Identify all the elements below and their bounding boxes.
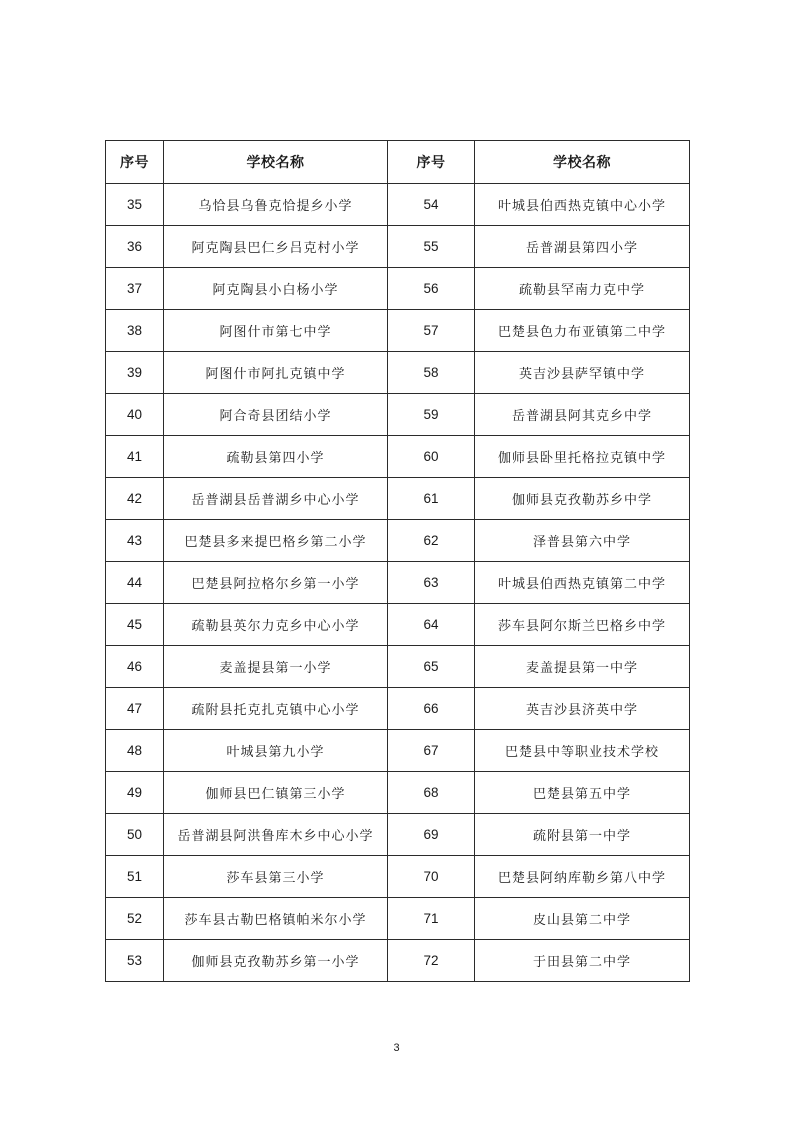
serial-number-left: 51 xyxy=(106,856,164,898)
serial-number-right: 64 xyxy=(388,604,475,646)
school-name-left: 巴楚县多来提巴格乡第二小学 xyxy=(164,520,388,562)
school-name-left: 莎车县第三小学 xyxy=(164,856,388,898)
serial-number-right: 72 xyxy=(388,940,475,982)
school-name-right: 麦盖提县第一中学 xyxy=(475,646,690,688)
serial-number-right: 54 xyxy=(388,184,475,226)
school-name-right: 疏附县第一中学 xyxy=(475,814,690,856)
serial-number-left: 46 xyxy=(106,646,164,688)
school-name-left: 乌恰县乌鲁克恰提乡小学 xyxy=(164,184,388,226)
school-name-left: 阿克陶县小白杨小学 xyxy=(164,268,388,310)
school-name-left: 叶城县第九小学 xyxy=(164,730,388,772)
school-name-right: 伽师县卧里托格拉克镇中学 xyxy=(475,436,690,478)
school-name-right: 莎车县阿尔斯兰巴格乡中学 xyxy=(475,604,690,646)
school-name-right: 岳普湖县阿其克乡中学 xyxy=(475,394,690,436)
serial-number-right: 71 xyxy=(388,898,475,940)
school-name-left: 岳普湖县岳普湖乡中心小学 xyxy=(164,478,388,520)
serial-number-left: 44 xyxy=(106,562,164,604)
school-name-right: 巴楚县色力布亚镇第二中学 xyxy=(475,310,690,352)
header-school-name-right: 学校名称 xyxy=(475,141,690,184)
serial-number-right: 63 xyxy=(388,562,475,604)
serial-number-right: 62 xyxy=(388,520,475,562)
school-name-right: 泽普县第六中学 xyxy=(475,520,690,562)
table-row xyxy=(106,226,690,268)
serial-number-right: 61 xyxy=(388,478,475,520)
table-row xyxy=(106,688,690,730)
serial-number-left: 40 xyxy=(106,394,164,436)
table-row xyxy=(106,310,690,352)
school-name-left: 阿合奇县团结小学 xyxy=(164,394,388,436)
serial-number-left: 41 xyxy=(106,436,164,478)
school-name-right: 英吉沙县萨罕镇中学 xyxy=(475,352,690,394)
serial-number-left: 52 xyxy=(106,898,164,940)
school-name-right: 叶城县伯西热克镇中心小学 xyxy=(475,184,690,226)
table-row xyxy=(106,352,690,394)
table-header-row xyxy=(106,141,690,184)
serial-number-right: 65 xyxy=(388,646,475,688)
table-row xyxy=(106,856,690,898)
serial-number-right: 56 xyxy=(388,268,475,310)
serial-number-left: 39 xyxy=(106,352,164,394)
serial-number-left: 49 xyxy=(106,772,164,814)
serial-number-right: 59 xyxy=(388,394,475,436)
school-name-left: 莎车县古勒巴格镇帕米尔小学 xyxy=(164,898,388,940)
table-row xyxy=(106,898,690,940)
school-name-left: 麦盖提县第一小学 xyxy=(164,646,388,688)
serial-number-left: 35 xyxy=(106,184,164,226)
school-name-left: 疏勒县第四小学 xyxy=(164,436,388,478)
school-name-right: 巴楚县阿纳库勒乡第八中学 xyxy=(475,856,690,898)
school-name-left: 岳普湖县阿洪鲁库木乡中心小学 xyxy=(164,814,388,856)
table-row xyxy=(106,940,690,982)
table-row xyxy=(106,394,690,436)
serial-number-left: 43 xyxy=(106,520,164,562)
school-name-left: 疏勒县英尔力克乡中心小学 xyxy=(164,604,388,646)
serial-number-left: 48 xyxy=(106,730,164,772)
serial-number-right: 69 xyxy=(388,814,475,856)
table-row xyxy=(106,772,690,814)
school-name-left: 阿图什市第七中学 xyxy=(164,310,388,352)
header-serial-number-right: 序号 xyxy=(388,141,475,184)
school-list-table xyxy=(105,140,690,982)
serial-number-left: 45 xyxy=(106,604,164,646)
school-name-left: 阿图什市阿扎克镇中学 xyxy=(164,352,388,394)
table-row xyxy=(106,730,690,772)
serial-number-right: 70 xyxy=(388,856,475,898)
school-name-right: 于田县第二中学 xyxy=(475,940,690,982)
serial-number-left: 38 xyxy=(106,310,164,352)
school-name-right: 伽师县克孜勒苏乡中学 xyxy=(475,478,690,520)
school-name-right: 英吉沙县济英中学 xyxy=(475,688,690,730)
school-name-right: 岳普湖县第四小学 xyxy=(475,226,690,268)
school-name-right: 巴楚县第五中学 xyxy=(475,772,690,814)
header-serial-number-left: 序号 xyxy=(106,141,164,184)
serial-number-right: 68 xyxy=(388,772,475,814)
table-row xyxy=(106,268,690,310)
serial-number-right: 58 xyxy=(388,352,475,394)
school-name-left: 疏附县托克扎克镇中心小学 xyxy=(164,688,388,730)
serial-number-left: 47 xyxy=(106,688,164,730)
serial-number-right: 60 xyxy=(388,436,475,478)
serial-number-right: 57 xyxy=(388,310,475,352)
school-name-right: 叶城县伯西热克镇第二中学 xyxy=(475,562,690,604)
school-name-right: 巴楚县中等职业技术学校 xyxy=(475,730,690,772)
header-school-name-left: 学校名称 xyxy=(164,141,388,184)
serial-number-left: 37 xyxy=(106,268,164,310)
serial-number-left: 42 xyxy=(106,478,164,520)
page-number: 3 xyxy=(393,1042,400,1054)
serial-number-right: 55 xyxy=(388,226,475,268)
serial-number-right: 67 xyxy=(388,730,475,772)
school-name-left: 阿克陶县巴仁乡吕克村小学 xyxy=(164,226,388,268)
table-row xyxy=(106,184,690,226)
table-row xyxy=(106,562,690,604)
table-row xyxy=(106,436,690,478)
serial-number-left: 50 xyxy=(106,814,164,856)
serial-number-left: 53 xyxy=(106,940,164,982)
serial-number-left: 36 xyxy=(106,226,164,268)
table-body xyxy=(106,184,690,982)
table-row xyxy=(106,604,690,646)
school-name-right: 皮山县第二中学 xyxy=(475,898,690,940)
table-row xyxy=(106,646,690,688)
table-row xyxy=(106,478,690,520)
school-name-left: 巴楚县阿拉格尔乡第一小学 xyxy=(164,562,388,604)
school-name-left: 伽师县克孜勒苏乡第一小学 xyxy=(164,940,388,982)
serial-number-right: 66 xyxy=(388,688,475,730)
table-row xyxy=(106,520,690,562)
school-name-left: 伽师县巴仁镇第三小学 xyxy=(164,772,388,814)
table-row xyxy=(106,814,690,856)
school-name-right: 疏勒县罕南力克中学 xyxy=(475,268,690,310)
